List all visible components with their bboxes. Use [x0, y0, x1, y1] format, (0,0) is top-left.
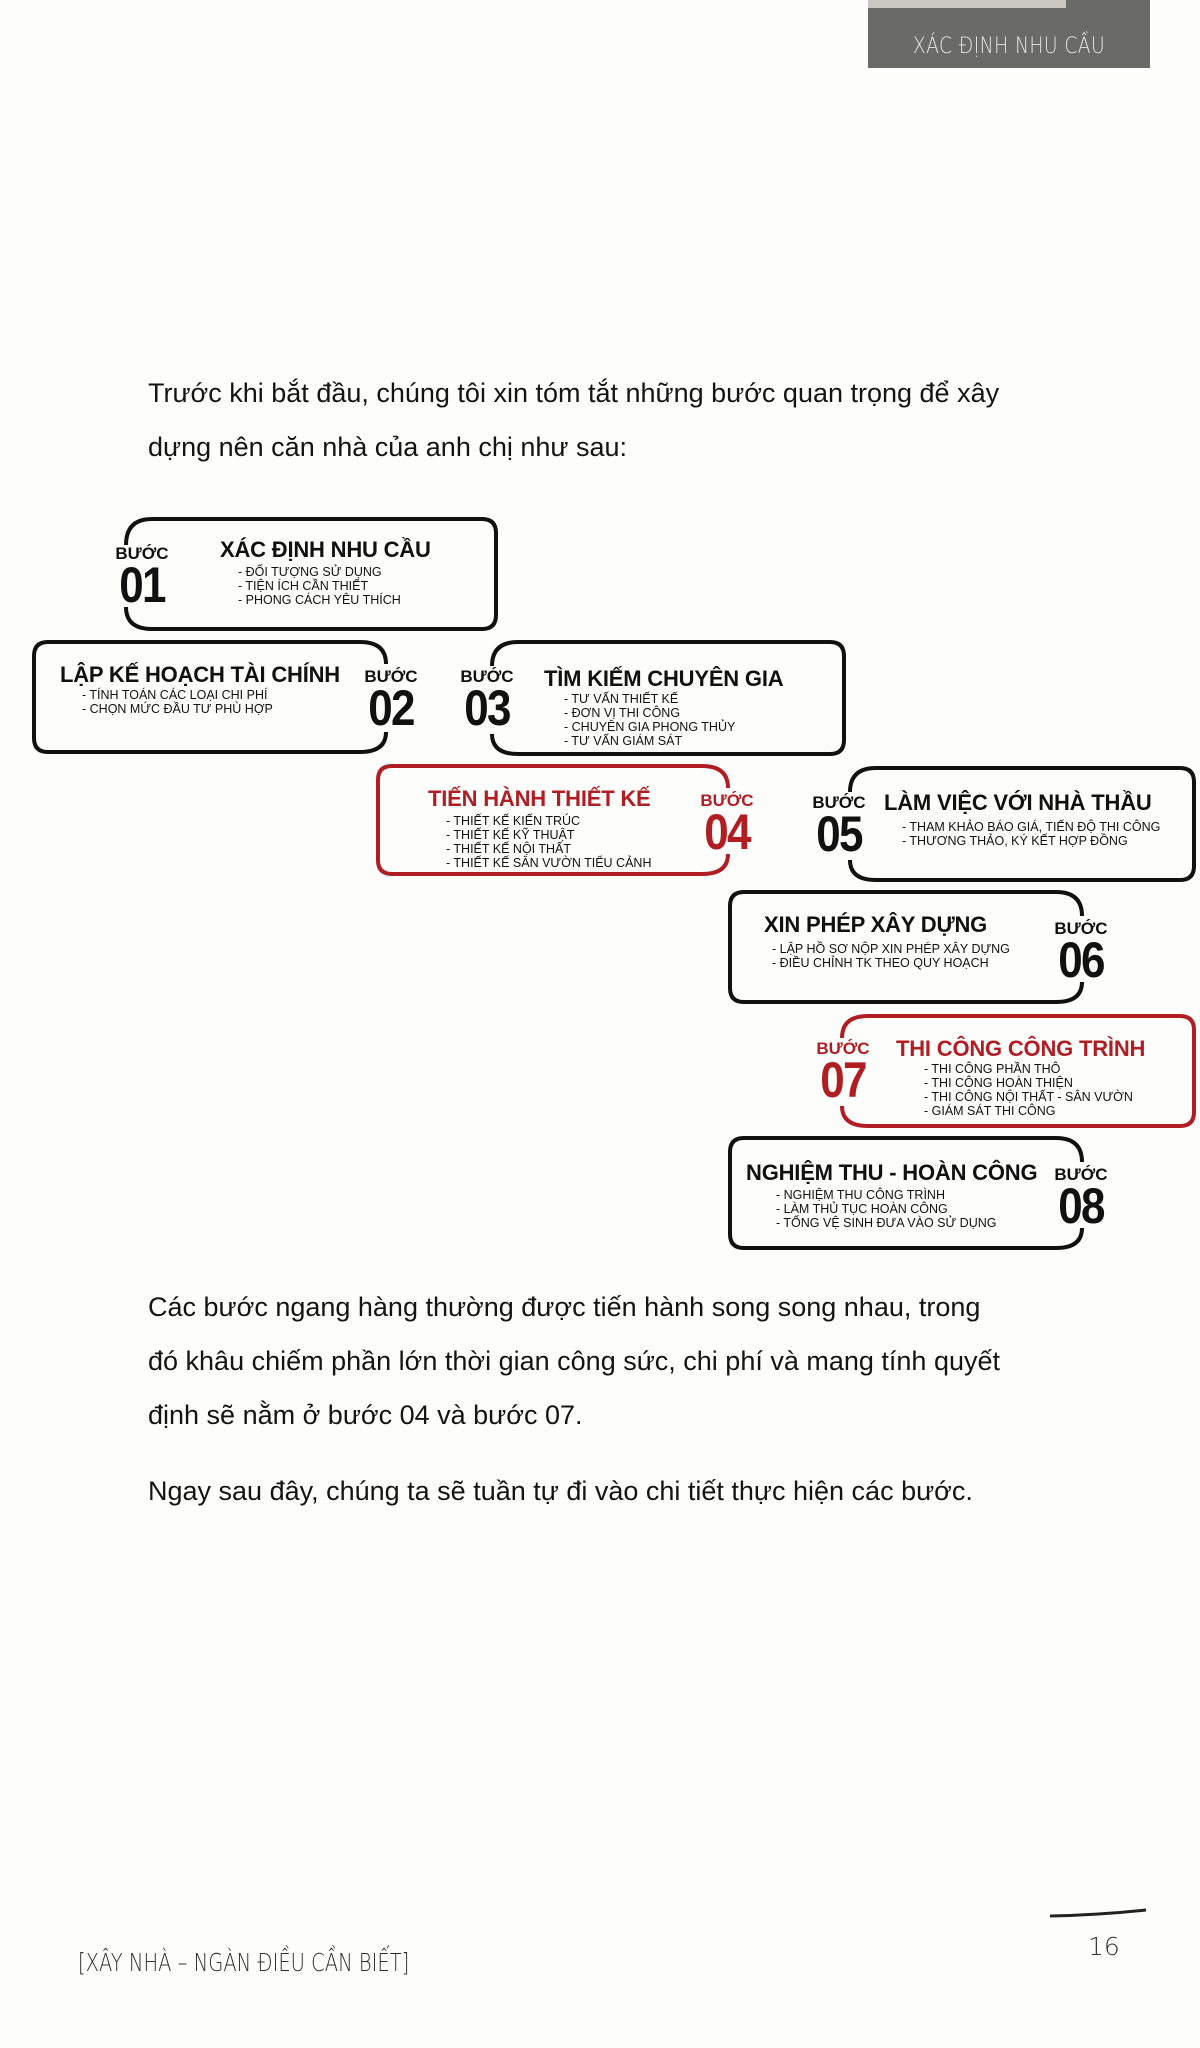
step-05-badge — [808, 793, 870, 862]
step-04-title: TIẾN HÀNH THIẾT KẾ — [428, 786, 651, 811]
intro-paragraph — [148, 366, 1108, 474]
step-item: - ĐƠN VỊ THI CÔNG — [564, 706, 735, 720]
step-item: - THIẾT KẾ NỘI THẤT — [446, 842, 651, 856]
step-item: - THI CÔNG HOÀN THIỆN — [924, 1076, 1133, 1090]
step-label: BƯỚC — [700, 791, 754, 810]
step-03-title: TÌM KIẾM CHUYÊN GIA — [544, 666, 784, 691]
step-06-title: XIN PHÉP XÂY DỰNG — [764, 912, 988, 937]
step-label: BƯỚC — [460, 667, 514, 686]
step-02 — [30, 638, 430, 758]
step-label: BƯỚC — [1054, 1165, 1108, 1184]
page-number-rule — [1048, 1908, 1148, 1918]
step-01-title: XÁC ĐỊNH NHU CẦU — [220, 537, 431, 562]
step-04-items — [446, 814, 651, 870]
step-item: - THAM KHẢO BÁO GIÁ, TIẾN ĐỘ THI CÔNG — [902, 820, 1160, 834]
step-01-badge — [112, 544, 172, 613]
section-header-label: XÁC ĐỊNH NHU CẦU — [912, 34, 1106, 59]
body-paragraph-2: Ngay sau đây, chúng ta sẽ tuần tự đi vào chi tiết thực hiện các bước. — [148, 1476, 973, 1506]
step-02-title: LẬP KẾ HOẠCH TÀI CHÍNH — [60, 662, 340, 687]
step-item: - LẬP HỒ SƠ NỘP XIN PHÉP XÂY DỰNG — [772, 942, 1010, 956]
step-item: - CHUYÊN GIA PHONG THỦY — [564, 720, 735, 734]
page-number: 16 — [1088, 1932, 1120, 1961]
step-item: - THIẾT KẾ SÂN VƯỜN TIỂU CẢNH — [446, 856, 651, 870]
body-p1-line-3: định sẽ nằm ở bước 04 và bước 07. — [148, 1400, 583, 1430]
step-04-badge — [696, 791, 758, 860]
step-07 — [806, 1012, 1196, 1132]
step-number: 06 — [1058, 932, 1104, 988]
step-number: 04 — [704, 804, 750, 860]
body-p1-line-2: đó khâu chiếm phần lớn thời gian công sức, chi phí và mang tính quyết — [148, 1346, 1000, 1376]
step-07-items — [924, 1062, 1133, 1118]
step-08-title: NGHIỆM THU - HOÀN CÔNG — [746, 1160, 1038, 1185]
step-label: BƯỚC — [115, 544, 169, 563]
step-item: - ĐỐI TƯỢNG SỬ DỤNG — [238, 565, 401, 579]
step-label: BƯỚC — [364, 667, 418, 686]
step-item: - TƯ VẤN GIÁM SÁT — [564, 734, 735, 748]
step-number: 03 — [464, 680, 510, 736]
intro-line-1: Trước khi bắt đầu, chúng tôi xin tóm tắt những bước quan trọng để xây — [148, 378, 1000, 408]
step-02-items — [82, 688, 273, 716]
step-05-title: LÀM VIỆC VỚI NHÀ THẦU — [884, 790, 1152, 815]
step-item: - LÀM THỦ TỤC HOÀN CÔNG — [776, 1202, 996, 1216]
step-number: 07 — [820, 1052, 866, 1108]
section-header-tab-inset — [868, 0, 1066, 8]
step-08 — [726, 1134, 1126, 1256]
step-item: - TỔNG VỆ SINH ĐƯA VÀO SỬ DỤNG — [776, 1216, 996, 1230]
step-item: - THI CÔNG PHẦN THÔ — [924, 1062, 1133, 1076]
step-item: - CHỌN MỨC ĐẦU TƯ PHÙ HỢP — [82, 702, 273, 716]
step-08-badge — [1050, 1165, 1112, 1234]
step-02-badge — [360, 667, 422, 736]
step-item: - THIẾT KẾ KIẾN TRÚC — [446, 814, 651, 828]
step-item: - ĐIỀU CHỈNH TK THEO QUY HOẠCH — [772, 956, 1010, 970]
footer-book-title: [XÂY NHÀ – NGÀN ĐIỀU CẦN BIẾT] — [78, 1948, 410, 1977]
body-paragraph-1 — [148, 1280, 1108, 1442]
intro-line-2: dựng nên căn nhà của anh chị như sau: — [148, 432, 627, 462]
body-p1-line-1: Các bước ngang hàng thường được tiến hành song song nhau, trong — [148, 1292, 981, 1322]
step-05 — [806, 764, 1196, 886]
step-06-badge — [1050, 919, 1112, 988]
step-item: - NGHIỆM THU CÔNG TRÌNH — [776, 1188, 996, 1202]
step-number: 02 — [368, 680, 414, 736]
step-06 — [726, 888, 1126, 1010]
step-label: BƯỚC — [816, 1039, 870, 1058]
step-label: BƯỚC — [812, 793, 866, 812]
step-03 — [456, 638, 846, 760]
step-item: - TIỆN ÍCH CẦN THIẾT — [238, 579, 401, 593]
step-07-badge — [812, 1039, 874, 1108]
step-03-badge — [456, 667, 518, 736]
step-item: - THIẾT KẾ KỸ THUẬT — [446, 828, 651, 842]
step-01-items — [238, 565, 401, 607]
step-number: 05 — [816, 806, 862, 862]
step-item: - TƯ VẤN THIẾT KẾ — [564, 692, 735, 706]
step-03-items — [564, 692, 735, 748]
step-item: - THƯƠNG THẢO, KÝ KẾT HỢP ĐỒNG — [902, 834, 1160, 848]
step-01 — [112, 515, 500, 633]
step-item: - GIÁM SÁT THI CÔNG — [924, 1104, 1133, 1118]
step-08-items — [776, 1188, 996, 1230]
step-06-items — [772, 942, 1010, 970]
step-item: - TÍNH TOÁN CÁC LOẠI CHI PHÍ — [82, 688, 273, 702]
step-label: BƯỚC — [1054, 919, 1108, 938]
step-05-items — [902, 820, 1160, 848]
step-number: 01 — [119, 557, 165, 613]
step-04 — [374, 762, 774, 880]
step-item: - PHONG CÁCH YÊU THÍCH — [238, 593, 401, 607]
step-number: 08 — [1058, 1178, 1104, 1234]
step-07-title: THI CÔNG CÔNG TRÌNH — [896, 1036, 1146, 1061]
step-item: - THI CÔNG NỘI THẤT - SÂN VƯỜN — [924, 1090, 1133, 1104]
